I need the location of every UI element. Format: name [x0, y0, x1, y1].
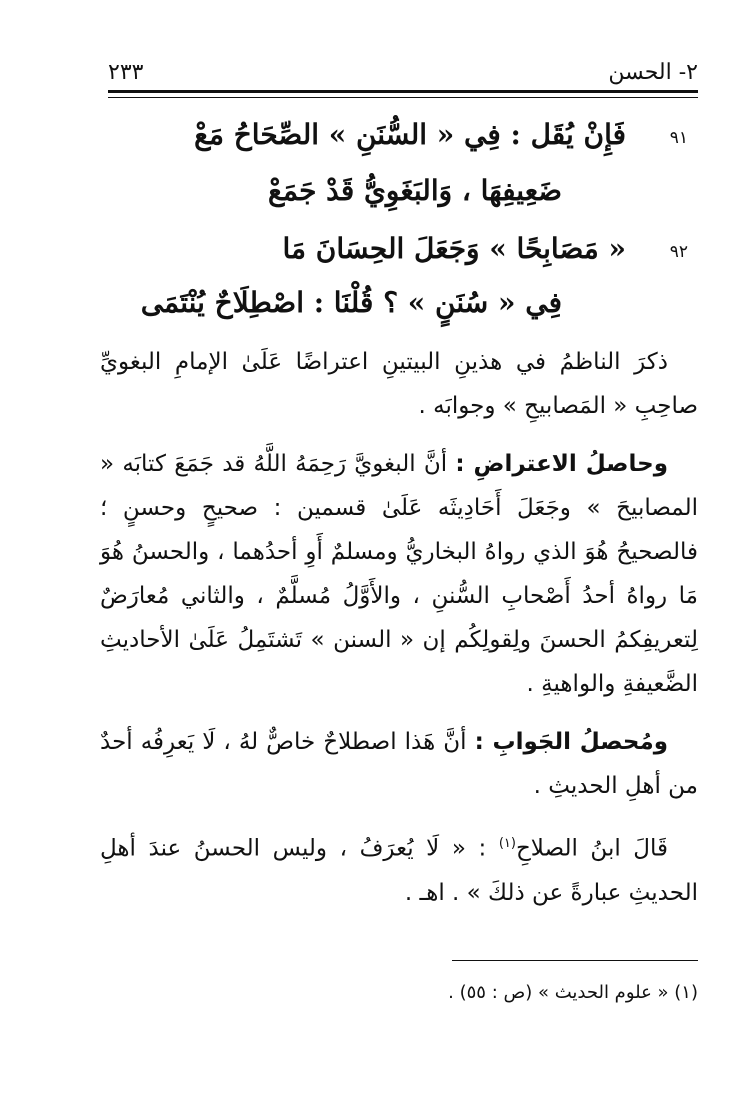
verse-number: ٩١: [669, 128, 688, 148]
verse-first-half: فَإِنْ يُقَل : فِي « السُّنَنِ » الصِّحَاحُ مَعْ: [194, 118, 626, 151]
paragraph-text: أنَّ هَذا اصطلاحٌ خاصٌّ لهُ ، لَا يَعرِفُه أحدٌ من أهلِ الحديثِ .: [100, 729, 698, 799]
verse-second-half: ضَعِيفِهَا ، وَالبَغَوِيُّ قَدْ جَمَعْ: [267, 174, 562, 207]
paragraph-text: أنَّ البغويَّ رَحِمَهُ اللَّهُ قد جَمَعَ كتابَه « المصابيحَ » وجَعَلَ أَحَادِيثَه عَلَىٰ قسمين : صحيحٍ وحسنٍ ؛ فالصحيحُ هُوَ الذي رواهُ البخاريُّ ومسلمٌ أَوِ أحدُهما ، والحسنُ هُوَ مَا رواهُ أحدُ أَصْحابِ السُّننِ ، والأَوَّلُ مُسلَّمٌ ، والثاني مُعارَضٌ لِتعريفِكمُ الحسنَ ولِقولِكُم إن « السنن » تَشتَمِلُ عَلَىٰ الأحاديثِ الضَّعيفةِ والواهيةِ .: [100, 451, 698, 697]
footnote: (١) « علوم الحديث » (ص : ٥٥) .: [448, 982, 698, 1003]
verse-second-half: فِي « سُنَنٍ » ؟ قُلْنَا : اصْطِلَاحٌ يُنْتَمَى: [140, 286, 562, 319]
verse-first-half: « مَصَابِحًا » وَجَعَلَ الحِسَانَ مَا: [282, 232, 626, 265]
paragraph-text: ذكرَ الناظمُ في هذينِ البيتينِ اعتراضًا عَلَىٰ الإمامِ البغويِّ صاحِبِ « المَصابيحِ » وجوابَه .: [100, 349, 698, 419]
paragraph-lead: ومُحصلُ الجَوابِ :: [474, 729, 669, 755]
paragraph-text: : « لَا يُعرَفُ ، وليس الحسنُ عندَ أهلِ الحديثِ عبارةً عن ذلكَ » . اهـ .: [100, 835, 698, 906]
paragraph: [100, 340, 698, 428]
paragraph-lead: وحاصلُ الاعتراضِ :: [455, 451, 668, 477]
paragraph: [100, 822, 698, 915]
paragraph-text: قَالَ ابنُ الصلاحِ: [515, 835, 669, 862]
header-rule-thin: [108, 97, 698, 98]
commentary: [100, 340, 698, 929]
page-number: ٢٣٣: [108, 60, 144, 85]
page-header: [108, 52, 698, 88]
footnote-ref: (١): [498, 836, 516, 851]
chapter-title: ٢- الحسن: [608, 60, 698, 85]
paragraph: [100, 720, 698, 808]
header-rule-thick: [108, 90, 698, 93]
verse-number: ٩٢: [669, 242, 688, 262]
footnote-rule: [452, 960, 698, 961]
paragraph: [100, 442, 698, 706]
